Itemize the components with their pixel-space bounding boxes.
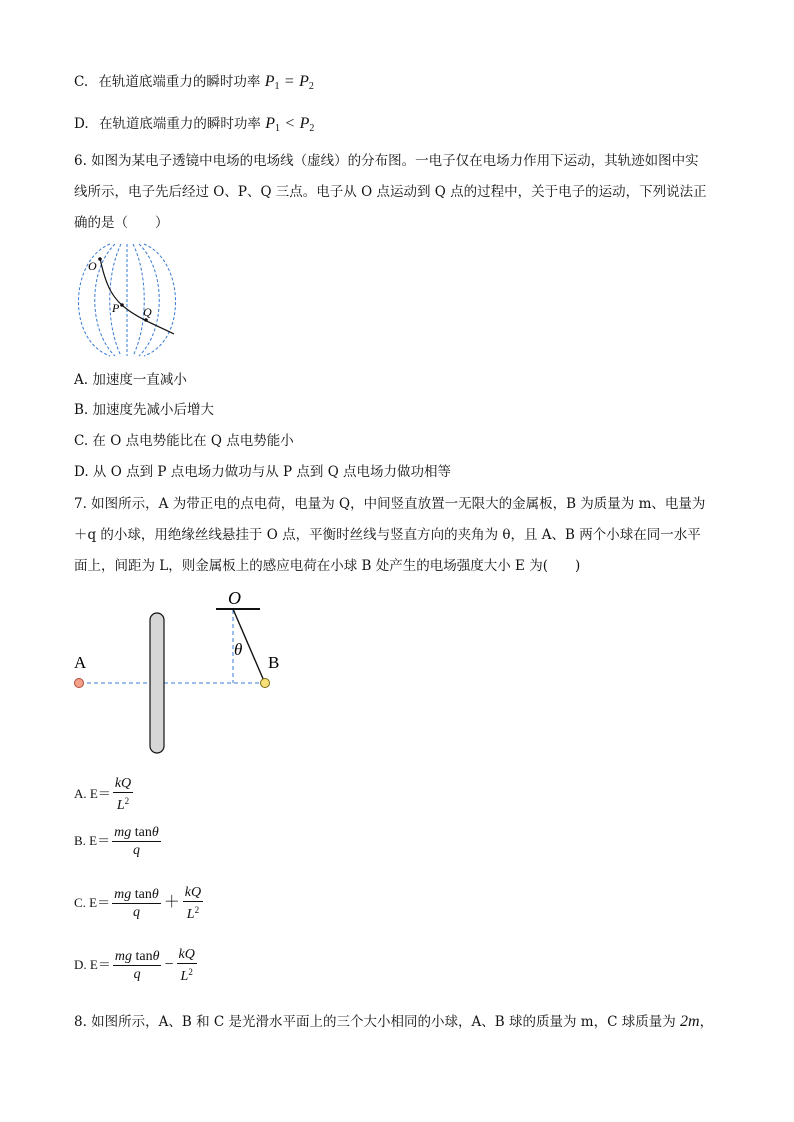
metal-plate: [150, 613, 164, 753]
label-b: B: [268, 653, 280, 672]
power-p1: $P_1$: [264, 73, 280, 92]
q7-option-a: A. E＝ $\frac{kQ}{L^2}$: [74, 776, 132, 813]
power-p2: $P_2$: [299, 73, 314, 92]
fraction: $\frac{\text{mg tanθ}}{q}$: [114, 949, 160, 982]
label-q: Q: [143, 305, 152, 319]
label-o: O: [88, 259, 97, 273]
point-o: [98, 257, 102, 261]
q6-stem-line3: 确的是（ ）: [74, 215, 169, 231]
fraction: $\frac{\text{mg tanθ}}{q}$: [114, 825, 159, 858]
q7-figure: [70, 588, 300, 758]
label-p: P: [112, 301, 120, 315]
fraction: $\frac{\text{mg tanθ}}{q}$: [114, 887, 159, 920]
q5-option-d: D. 在轨道底端重力的瞬时功率 $P_1 < P_2$: [74, 115, 315, 134]
q5-option-c: C. 在轨道底端重力的瞬时功率 $P_1 = P_2$: [74, 73, 314, 92]
power-p1: $P_1$: [265, 115, 281, 134]
q7-stem-line2: ＋q 的小球，用绝缘丝线悬挂于 O 点，平衡时丝线与竖直方向的夹角为 θ，且 A、B 两个小球在同一水平: [74, 527, 701, 543]
label-a: A: [74, 653, 87, 672]
charge-a: [75, 679, 84, 688]
q7-stem-line1: 7. 如图所示，A 为带正电的点电荷，电量为 Q，中间竖直放置一无限大的金属板，B 为质量为 m、电量为: [74, 496, 706, 512]
fraction: $\frac{kQ}{L^2}$: [184, 885, 202, 922]
q6-stem-line1: 6. 如图为某电子透镜中电场的电场线（虚线）的分布图。一电子仅在电场力作用下运动，其轨迹如图中实: [74, 153, 699, 169]
q8-stem-line1: 8. 如图所示，A、B 和 C 是光滑水平面上的三个大小相同的小球，A、B 球的质量为 m，C 球质量为 2m，: [74, 1013, 714, 1030]
q6-option-b: B. 加速度先减小后增大: [74, 402, 215, 418]
q6-stem-line2: 线所示，电子先后经过 O、P、Q 三点。电子从 O 点运动到 Q 点的过程中，关于电子的运动，下列说法正: [74, 184, 707, 200]
power-p2: $P_2$: [299, 115, 315, 134]
q6-option-c: C. 在 O 点电势能比在 Q 点电势能小: [74, 433, 294, 449]
q7-option-b: B. E＝ $\frac{\text{mg tanθ}}{q}$: [74, 825, 159, 858]
q6-option-d: D. 从 O 点到 P 点电场力做功与从 P 点到 Q 点电场力做功相等: [74, 464, 452, 480]
q6-option-a: A. 加速度一直减小: [74, 372, 187, 388]
label-theta: θ: [234, 640, 243, 659]
label-o: O: [228, 588, 241, 608]
q7-option-d: D. E＝ $\frac{\text{mg tanθ}}{q}$ − $\frac{kQ}{L^2}$: [74, 947, 195, 984]
q7-stem-line3: 面上，间距为 L，则金属板上的感应电荷在小球 B 处产生的电场强度大小 E 为( ): [74, 558, 581, 574]
q7-option-c: C. E＝ $\frac{\text{mg tanθ}}{q}$ ＋ $\frac{kQ}{L^2}$: [74, 885, 202, 922]
fraction: $\frac{kQ}{L^2}$: [178, 947, 195, 984]
fraction: $\frac{kQ}{L^2}$: [114, 776, 132, 813]
point-p: [120, 303, 124, 307]
q6-field-line-figure: [70, 240, 185, 360]
ball-b: [261, 679, 270, 688]
